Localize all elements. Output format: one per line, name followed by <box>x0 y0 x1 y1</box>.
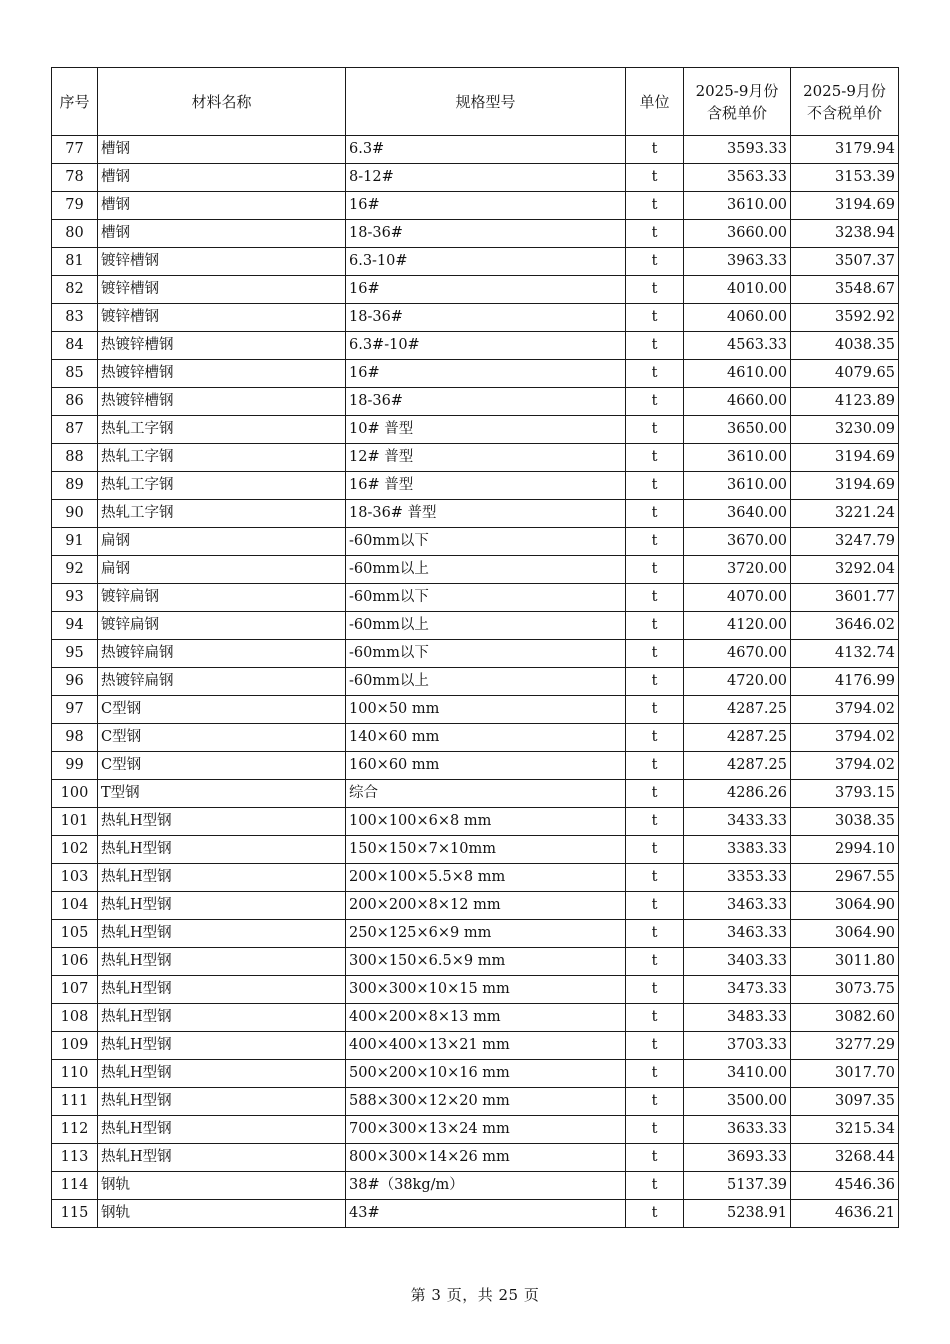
cell-no: 104 <box>52 892 98 920</box>
cell-price-with-tax: 3473.33 <box>684 976 791 1004</box>
cell-no: 105 <box>52 920 98 948</box>
cell-price-with-tax: 3693.33 <box>684 1144 791 1172</box>
cell-spec: 200×100×5.5×8 mm <box>346 864 626 892</box>
table-row <box>52 528 899 556</box>
cell-no: 79 <box>52 192 98 220</box>
cell-spec: 18-36# 普型 <box>346 500 626 528</box>
table-row <box>52 304 899 332</box>
cell-price-without-tax: 3215.34 <box>791 1116 899 1144</box>
cell-unit: t <box>626 1032 684 1060</box>
cell-unit: t <box>626 780 684 808</box>
cell-material-name: 热轧H型钢 <box>98 892 346 920</box>
cell-spec: 10# 普型 <box>346 416 626 444</box>
table-row <box>52 1004 899 1032</box>
cell-price-without-tax: 3153.39 <box>791 164 899 192</box>
cell-spec: 综合 <box>346 780 626 808</box>
cell-spec: 16# 普型 <box>346 472 626 500</box>
cell-price-without-tax: 4132.74 <box>791 640 899 668</box>
cell-spec: 300×150×6.5×9 mm <box>346 948 626 976</box>
cell-price-with-tax: 3610.00 <box>684 192 791 220</box>
cell-no: 100 <box>52 780 98 808</box>
cell-material-name: 热轧H型钢 <box>98 948 346 976</box>
cell-material-name: 热轧工字钢 <box>98 500 346 528</box>
cell-material-name: 热镀锌扁钢 <box>98 640 346 668</box>
cell-material-name: 热轧工字钢 <box>98 444 346 472</box>
cell-spec: -60mm以上 <box>346 668 626 696</box>
cell-spec: 16# <box>346 192 626 220</box>
cell-price-with-tax: 3640.00 <box>684 500 791 528</box>
table-row <box>52 724 899 752</box>
cell-material-name: 钢轨 <box>98 1172 346 1200</box>
cell-price-without-tax: 4079.65 <box>791 360 899 388</box>
table-row <box>52 472 899 500</box>
cell-unit: t <box>626 332 684 360</box>
cell-material-name: 镀锌扁钢 <box>98 584 346 612</box>
cell-material-name: 镀锌槽钢 <box>98 248 346 276</box>
cell-spec: -60mm以下 <box>346 640 626 668</box>
cell-spec: -60mm以下 <box>346 528 626 556</box>
cell-no: 112 <box>52 1116 98 1144</box>
cell-price-with-tax: 3610.00 <box>684 472 791 500</box>
cell-no: 95 <box>52 640 98 668</box>
table-row <box>52 696 899 724</box>
table-header-row <box>52 68 899 136</box>
table-row <box>52 164 899 192</box>
cell-spec: 18-36# <box>346 388 626 416</box>
cell-unit: t <box>626 836 684 864</box>
cell-unit: t <box>626 192 684 220</box>
cell-no: 80 <box>52 220 98 248</box>
cell-spec: 400×400×13×21 mm <box>346 1032 626 1060</box>
cell-spec: 6.3-10# <box>346 248 626 276</box>
cell-no: 81 <box>52 248 98 276</box>
table-row <box>52 500 899 528</box>
cell-price-without-tax: 2967.55 <box>791 864 899 892</box>
cell-unit: t <box>626 1088 684 1116</box>
cell-no: 94 <box>52 612 98 640</box>
cell-unit: t <box>626 612 684 640</box>
table-row <box>52 808 899 836</box>
cell-material-name: T型钢 <box>98 780 346 808</box>
cell-price-without-tax: 3646.02 <box>791 612 899 640</box>
cell-unit: t <box>626 948 684 976</box>
cell-spec: 16# <box>346 360 626 388</box>
cell-price-without-tax: 3592.92 <box>791 304 899 332</box>
cell-no: 114 <box>52 1172 98 1200</box>
cell-price-with-tax: 3650.00 <box>684 416 791 444</box>
cell-spec: 300×300×10×15 mm <box>346 976 626 1004</box>
cell-price-without-tax: 3073.75 <box>791 976 899 1004</box>
cell-spec: 8-12# <box>346 164 626 192</box>
cell-unit: t <box>626 472 684 500</box>
cell-spec: 16# <box>346 276 626 304</box>
cell-material-name: 热轧工字钢 <box>98 472 346 500</box>
cell-material-name: 扁钢 <box>98 556 346 584</box>
table-row <box>52 1116 899 1144</box>
table-row <box>52 612 899 640</box>
cell-spec: 150×150×7×10mm <box>346 836 626 864</box>
cell-unit: t <box>626 304 684 332</box>
cell-material-name: C型钢 <box>98 696 346 724</box>
cell-unit: t <box>626 668 684 696</box>
cell-unit: t <box>626 976 684 1004</box>
table-row <box>52 780 899 808</box>
table-row <box>52 976 899 1004</box>
table-row <box>52 1032 899 1060</box>
cell-material-name: 热轧H型钢 <box>98 836 346 864</box>
cell-material-name: 热轧H型钢 <box>98 1116 346 1144</box>
cell-unit: t <box>626 164 684 192</box>
cell-price-without-tax: 3038.35 <box>791 808 899 836</box>
cell-price-with-tax: 3563.33 <box>684 164 791 192</box>
cell-price-with-tax: 3500.00 <box>684 1088 791 1116</box>
cell-price-with-tax: 4010.00 <box>684 276 791 304</box>
cell-spec: 18-36# <box>346 220 626 248</box>
table-row <box>52 1200 899 1228</box>
cell-no: 101 <box>52 808 98 836</box>
table-row <box>52 360 899 388</box>
cell-price-with-tax: 4563.33 <box>684 332 791 360</box>
cell-spec: 43# <box>346 1200 626 1228</box>
cell-unit: t <box>626 360 684 388</box>
cell-price-with-tax: 3633.33 <box>684 1116 791 1144</box>
cell-price-with-tax: 5137.39 <box>684 1172 791 1200</box>
table-row <box>52 584 899 612</box>
cell-spec: 6.3#-10# <box>346 332 626 360</box>
cell-no: 99 <box>52 752 98 780</box>
cell-unit: t <box>626 556 684 584</box>
cell-price-with-tax: 3463.33 <box>684 920 791 948</box>
cell-unit: t <box>626 1172 684 1200</box>
cell-price-without-tax: 3221.24 <box>791 500 899 528</box>
cell-unit: t <box>626 1116 684 1144</box>
cell-spec: 38#（38kg/m） <box>346 1172 626 1200</box>
cell-price-without-tax: 3017.70 <box>791 1060 899 1088</box>
cell-price-without-tax: 3507.37 <box>791 248 899 276</box>
cell-price-with-tax: 3383.33 <box>684 836 791 864</box>
cell-spec: 12# 普型 <box>346 444 626 472</box>
cell-material-name: 热轧工字钢 <box>98 416 346 444</box>
cell-material-name: 热轧H型钢 <box>98 1060 346 1088</box>
cell-price-without-tax: 4636.21 <box>791 1200 899 1228</box>
cell-price-without-tax: 3268.44 <box>791 1144 899 1172</box>
cell-no: 90 <box>52 500 98 528</box>
cell-spec: 250×125×6×9 mm <box>346 920 626 948</box>
cell-price-without-tax: 3238.94 <box>791 220 899 248</box>
header-price-without-tax-line2: 不含税单价 <box>806 103 882 122</box>
cell-no: 113 <box>52 1144 98 1172</box>
cell-no: 85 <box>52 360 98 388</box>
header-spec: 规格型号 <box>346 68 626 136</box>
cell-unit: t <box>626 220 684 248</box>
cell-material-name: C型钢 <box>98 724 346 752</box>
cell-price-without-tax: 3548.67 <box>791 276 899 304</box>
cell-price-without-tax: 3194.69 <box>791 192 899 220</box>
cell-price-with-tax: 4670.00 <box>684 640 791 668</box>
cell-price-with-tax: 4120.00 <box>684 612 791 640</box>
table-row <box>52 892 899 920</box>
cell-spec: 160×60 mm <box>346 752 626 780</box>
cell-price-without-tax: 3292.04 <box>791 556 899 584</box>
cell-no: 115 <box>52 1200 98 1228</box>
cell-spec: 100×50 mm <box>346 696 626 724</box>
cell-price-with-tax: 4287.25 <box>684 752 791 780</box>
cell-price-with-tax: 4720.00 <box>684 668 791 696</box>
cell-unit: t <box>626 416 684 444</box>
table-row <box>52 220 899 248</box>
cell-unit: t <box>626 752 684 780</box>
cell-price-without-tax: 3247.79 <box>791 528 899 556</box>
cell-no: 97 <box>52 696 98 724</box>
cell-spec: 6.3# <box>346 136 626 164</box>
cell-material-name: 镀锌扁钢 <box>98 612 346 640</box>
cell-price-with-tax: 3353.33 <box>684 864 791 892</box>
header-material-name: 材料名称 <box>98 68 346 136</box>
cell-unit: t <box>626 696 684 724</box>
cell-spec: -60mm以下 <box>346 584 626 612</box>
cell-material-name: 槽钢 <box>98 192 346 220</box>
cell-material-name: 槽钢 <box>98 136 346 164</box>
cell-material-name: 热轧H型钢 <box>98 1144 346 1172</box>
header-price-without-tax <box>791 68 899 136</box>
cell-spec: 800×300×14×26 mm <box>346 1144 626 1172</box>
page-indicator: 第 3 页，共 25 页 <box>410 1286 540 1304</box>
cell-unit: t <box>626 388 684 416</box>
cell-material-name: 热轧H型钢 <box>98 1032 346 1060</box>
cell-price-without-tax: 2994.10 <box>791 836 899 864</box>
table-row <box>52 248 899 276</box>
cell-unit: t <box>626 500 684 528</box>
cell-price-with-tax: 3593.33 <box>684 136 791 164</box>
cell-no: 106 <box>52 948 98 976</box>
cell-price-with-tax: 4610.00 <box>684 360 791 388</box>
cell-material-name: 热镀锌槽钢 <box>98 332 346 360</box>
cell-no: 87 <box>52 416 98 444</box>
table-row <box>52 640 899 668</box>
cell-material-name: 槽钢 <box>98 164 346 192</box>
cell-no: 78 <box>52 164 98 192</box>
cell-price-with-tax: 3703.33 <box>684 1032 791 1060</box>
cell-spec: 140×60 mm <box>346 724 626 752</box>
cell-price-with-tax: 3433.33 <box>684 808 791 836</box>
cell-price-without-tax: 3194.69 <box>791 444 899 472</box>
cell-unit: t <box>626 248 684 276</box>
table-row <box>52 444 899 472</box>
table-row <box>52 276 899 304</box>
cell-unit: t <box>626 528 684 556</box>
cell-no: 93 <box>52 584 98 612</box>
cell-spec: -60mm以上 <box>346 556 626 584</box>
cell-no: 107 <box>52 976 98 1004</box>
cell-material-name: 热镀锌槽钢 <box>98 388 346 416</box>
table-row <box>52 1060 899 1088</box>
cell-unit: t <box>626 444 684 472</box>
cell-material-name: 热镀锌扁钢 <box>98 668 346 696</box>
material-price-table <box>51 67 899 1228</box>
cell-no: 77 <box>52 136 98 164</box>
cell-no: 111 <box>52 1088 98 1116</box>
cell-no: 82 <box>52 276 98 304</box>
cell-material-name: 扁钢 <box>98 528 346 556</box>
cell-unit: t <box>626 808 684 836</box>
table-row <box>52 192 899 220</box>
cell-price-with-tax: 4286.26 <box>684 780 791 808</box>
table-row <box>52 752 899 780</box>
cell-no: 86 <box>52 388 98 416</box>
cell-price-without-tax: 3794.02 <box>791 696 899 724</box>
header-unit: 单位 <box>626 68 684 136</box>
cell-no: 108 <box>52 1004 98 1032</box>
cell-no: 89 <box>52 472 98 500</box>
cell-unit: t <box>626 276 684 304</box>
cell-price-without-tax: 3011.80 <box>791 948 899 976</box>
cell-material-name: 热轧H型钢 <box>98 1004 346 1032</box>
cell-material-name: 热轧H型钢 <box>98 976 346 1004</box>
cell-price-without-tax: 4546.36 <box>791 1172 899 1200</box>
table-row <box>52 136 899 164</box>
cell-material-name: 热轧H型钢 <box>98 1088 346 1116</box>
cell-price-without-tax: 3794.02 <box>791 724 899 752</box>
cell-no: 103 <box>52 864 98 892</box>
cell-price-without-tax: 3064.90 <box>791 892 899 920</box>
table-row <box>52 1088 899 1116</box>
cell-spec: -60mm以上 <box>346 612 626 640</box>
cell-unit: t <box>626 920 684 948</box>
cell-price-with-tax: 4660.00 <box>684 388 791 416</box>
table-row <box>52 864 899 892</box>
cell-price-without-tax: 3194.69 <box>791 472 899 500</box>
table-row <box>52 332 899 360</box>
cell-material-name: 热轧H型钢 <box>98 864 346 892</box>
cell-unit: t <box>626 640 684 668</box>
table-row <box>52 388 899 416</box>
cell-price-without-tax: 3179.94 <box>791 136 899 164</box>
table-row <box>52 1144 899 1172</box>
table-row <box>52 920 899 948</box>
cell-no: 84 <box>52 332 98 360</box>
table-row <box>52 948 899 976</box>
cell-price-with-tax: 3403.33 <box>684 948 791 976</box>
cell-unit: t <box>626 136 684 164</box>
cell-spec: 100×100×6×8 mm <box>346 808 626 836</box>
cell-price-without-tax: 3082.60 <box>791 1004 899 1032</box>
header-price-without-tax-line1: 2025-9月份 <box>803 81 886 100</box>
cell-price-without-tax: 3064.90 <box>791 920 899 948</box>
header-price-with-tax-line1: 2025-9月份 <box>695 81 779 100</box>
cell-unit: t <box>626 1060 684 1088</box>
cell-material-name: 镀锌槽钢 <box>98 304 346 332</box>
cell-no: 96 <box>52 668 98 696</box>
cell-price-without-tax: 3097.35 <box>791 1088 899 1116</box>
cell-price-with-tax: 3610.00 <box>684 444 791 472</box>
cell-price-with-tax: 3483.33 <box>684 1004 791 1032</box>
header-price-with-tax-line2: 含税单价 <box>706 103 767 122</box>
cell-spec: 700×300×13×24 mm <box>346 1116 626 1144</box>
header-price-with-tax <box>684 68 791 136</box>
table-row <box>52 668 899 696</box>
cell-spec: 18-36# <box>346 304 626 332</box>
cell-price-without-tax: 3601.77 <box>791 584 899 612</box>
cell-unit: t <box>626 1144 684 1172</box>
cell-price-with-tax: 3410.00 <box>684 1060 791 1088</box>
cell-price-with-tax: 4287.25 <box>684 696 791 724</box>
cell-price-with-tax: 4060.00 <box>684 304 791 332</box>
cell-spec: 588×300×12×20 mm <box>346 1088 626 1116</box>
cell-spec: 500×200×10×16 mm <box>346 1060 626 1088</box>
cell-material-name: 钢轨 <box>98 1200 346 1228</box>
cell-price-without-tax: 4038.35 <box>791 332 899 360</box>
table-body <box>52 136 899 1228</box>
cell-unit: t <box>626 724 684 752</box>
cell-price-with-tax: 3720.00 <box>684 556 791 584</box>
cell-unit: t <box>626 892 684 920</box>
cell-no: 110 <box>52 1060 98 1088</box>
cell-no: 102 <box>52 836 98 864</box>
cell-price-without-tax: 4123.89 <box>791 388 899 416</box>
cell-no: 91 <box>52 528 98 556</box>
header-no: 序号 <box>52 68 98 136</box>
cell-price-with-tax: 4070.00 <box>684 584 791 612</box>
cell-no: 92 <box>52 556 98 584</box>
cell-material-name: 槽钢 <box>98 220 346 248</box>
cell-no: 88 <box>52 444 98 472</box>
cell-material-name: 热镀锌槽钢 <box>98 360 346 388</box>
table-row <box>52 416 899 444</box>
cell-price-without-tax: 3793.15 <box>791 780 899 808</box>
cell-spec: 400×200×8×13 mm <box>346 1004 626 1032</box>
cell-unit: t <box>626 1200 684 1228</box>
table-row <box>52 1172 899 1200</box>
cell-price-without-tax: 3230.09 <box>791 416 899 444</box>
cell-material-name: 镀锌槽钢 <box>98 276 346 304</box>
cell-price-with-tax: 3463.33 <box>684 892 791 920</box>
cell-price-with-tax: 5238.91 <box>684 1200 791 1228</box>
cell-price-without-tax: 4176.99 <box>791 668 899 696</box>
cell-no: 98 <box>52 724 98 752</box>
cell-spec: 200×200×8×12 mm <box>346 892 626 920</box>
cell-no: 83 <box>52 304 98 332</box>
table-row <box>52 556 899 584</box>
cell-no: 109 <box>52 1032 98 1060</box>
table-row <box>52 836 899 864</box>
cell-price-with-tax: 3670.00 <box>684 528 791 556</box>
cell-price-with-tax: 4287.25 <box>684 724 791 752</box>
cell-price-without-tax: 3277.29 <box>791 1032 899 1060</box>
cell-price-without-tax: 3794.02 <box>791 752 899 780</box>
cell-unit: t <box>626 1004 684 1032</box>
cell-material-name: 热轧H型钢 <box>98 808 346 836</box>
cell-unit: t <box>626 584 684 612</box>
cell-unit: t <box>626 864 684 892</box>
cell-price-with-tax: 3660.00 <box>684 220 791 248</box>
cell-material-name: 热轧H型钢 <box>98 920 346 948</box>
cell-material-name: C型钢 <box>98 752 346 780</box>
cell-price-with-tax: 3963.33 <box>684 248 791 276</box>
